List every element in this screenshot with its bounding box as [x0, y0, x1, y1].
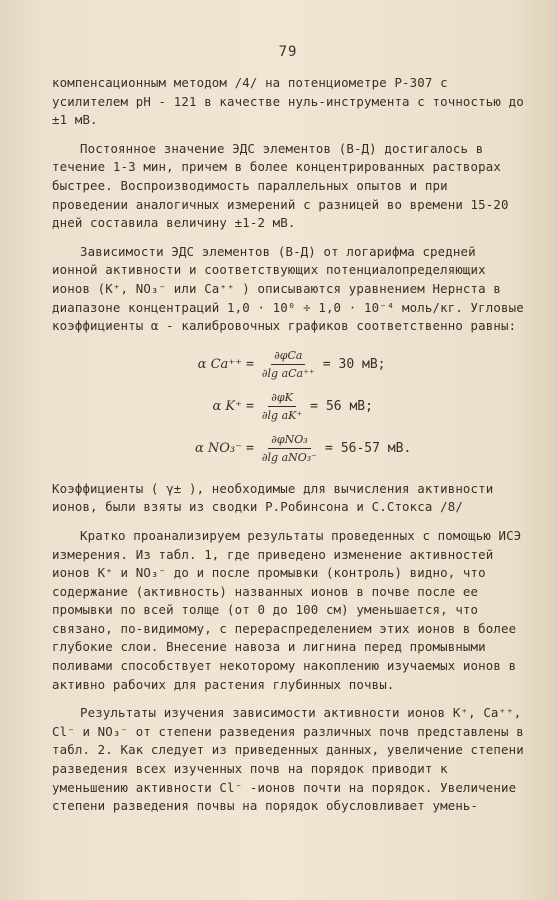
formula-denominator: ∂lg aNO₃⁻ [261, 451, 317, 465]
paragraph-4: Коэффициенты ( γ± ), необходимые для вычисления активности ионов, были взяты из сводки Р.Робинсона и С.Стокса /8/ [52, 480, 494, 515]
paragraph-5: Кратко проанализируем результаты проведенных с помощью ИСЭ измерения. Из табл. 1, где приведено изменение активностей ионов K⁺ и NO₃⁻ до и после промывки (контроль) видно, что содержание (активность) названных ионов в почве после ее промывки по всей толще (от 0 до 100 см) уменьшается, что связано, по-видимому, с перераспределением этих ионов в более глубокие слои. Внесение навоза и лигнина перед промывными поливами способствует некоторому накоплению изучаемых ионов в активно рабочих для растения глубинных почвы. [52, 527, 522, 692]
formula-fraction [262, 433, 317, 464]
paragraph-3: Зависимости ЭДС элементов (В-Д) от логарифма средней ионной активности и соответствующих потенциалопределяющих ионов (K⁺, NO₃⁻ или Ca⁺⁺ ) описываются уравнением Нернста в диапазоне концентраций 1,0 · 10⁰ ÷ 1,0 · 10⁻⁴ моль/кг. Угловые коэффициенты α - калибровочных графиков соответственно равны: [52, 243, 524, 334]
formula-lhs: α Ca⁺⁺ [197, 357, 242, 373]
formula-numerator: ∂φNO₃ [268, 433, 310, 449]
formula-fraction [262, 391, 302, 422]
formula-denominator: ∂lg aK⁺ [261, 409, 303, 423]
formula-numerator: ∂φCa [271, 349, 305, 365]
formula-lhs: α K⁺ [212, 399, 242, 415]
formula-block [52, 344, 524, 470]
formula-value: 56 мВ; [325, 399, 373, 415]
formula-fraction [262, 349, 315, 380]
formula-k: α K⁺ = $\frac{\partial\varphi K}{\text{∂lg aK⁺}}$ = 56 мВ; [52, 386, 524, 428]
formula-value: 56-57 мВ. [340, 441, 412, 457]
formula-no3: α NO₃⁻ = $\frac{\text{∂φNO₃}}{\text{∂lg aNO₃⁻}}$ = 56-57 мВ. [52, 428, 524, 470]
paragraph-1: компенсационным методом /4/ на потенциометре Р-307 с усилителем pH - 121 в качестве нуль-инструмента с точностью до ±1 мВ. [52, 75, 524, 128]
formula-denominator: ∂lg aCa⁺⁺ [261, 367, 315, 381]
paragraph-6: Результаты изучения зависимости активности ионов K⁺, Ca⁺⁺, Cl⁻ и NO₃⁻ от степени разведения различных почв представлены в табл. 2. Как следует из приведенных данных, увеличение степени разведения всех изученных почв на порядок приводит к уменьшению активности Cl⁻ -ионов почти на порядок. Увеличение степени разведения почвы на порядок обусловливает умень- [52, 705, 524, 814]
formula-lhs: α NO₃⁻ [194, 441, 242, 457]
formula-value: 30 мВ; [338, 357, 386, 373]
paragraph-2: Постоянное значение ЭДС элементов (В-Д) достигалось в течение 1-3 мин, причем в более концентрированных растворах быстрее. Воспроизводимость параллельных опытов и при проведении аналогичных измерений с разницей во времени 15-20 дней составила величину ±1-2 мВ. [52, 140, 509, 231]
formula-numerator: ∂φK [268, 391, 296, 407]
formula-ca: α Ca⁺⁺ = $\frac{\text{∂φCa}}{\text{∂lg aCa⁺⁺}}$ = 30 мВ; [52, 344, 524, 386]
page-number: 79 [278, 44, 298, 60]
